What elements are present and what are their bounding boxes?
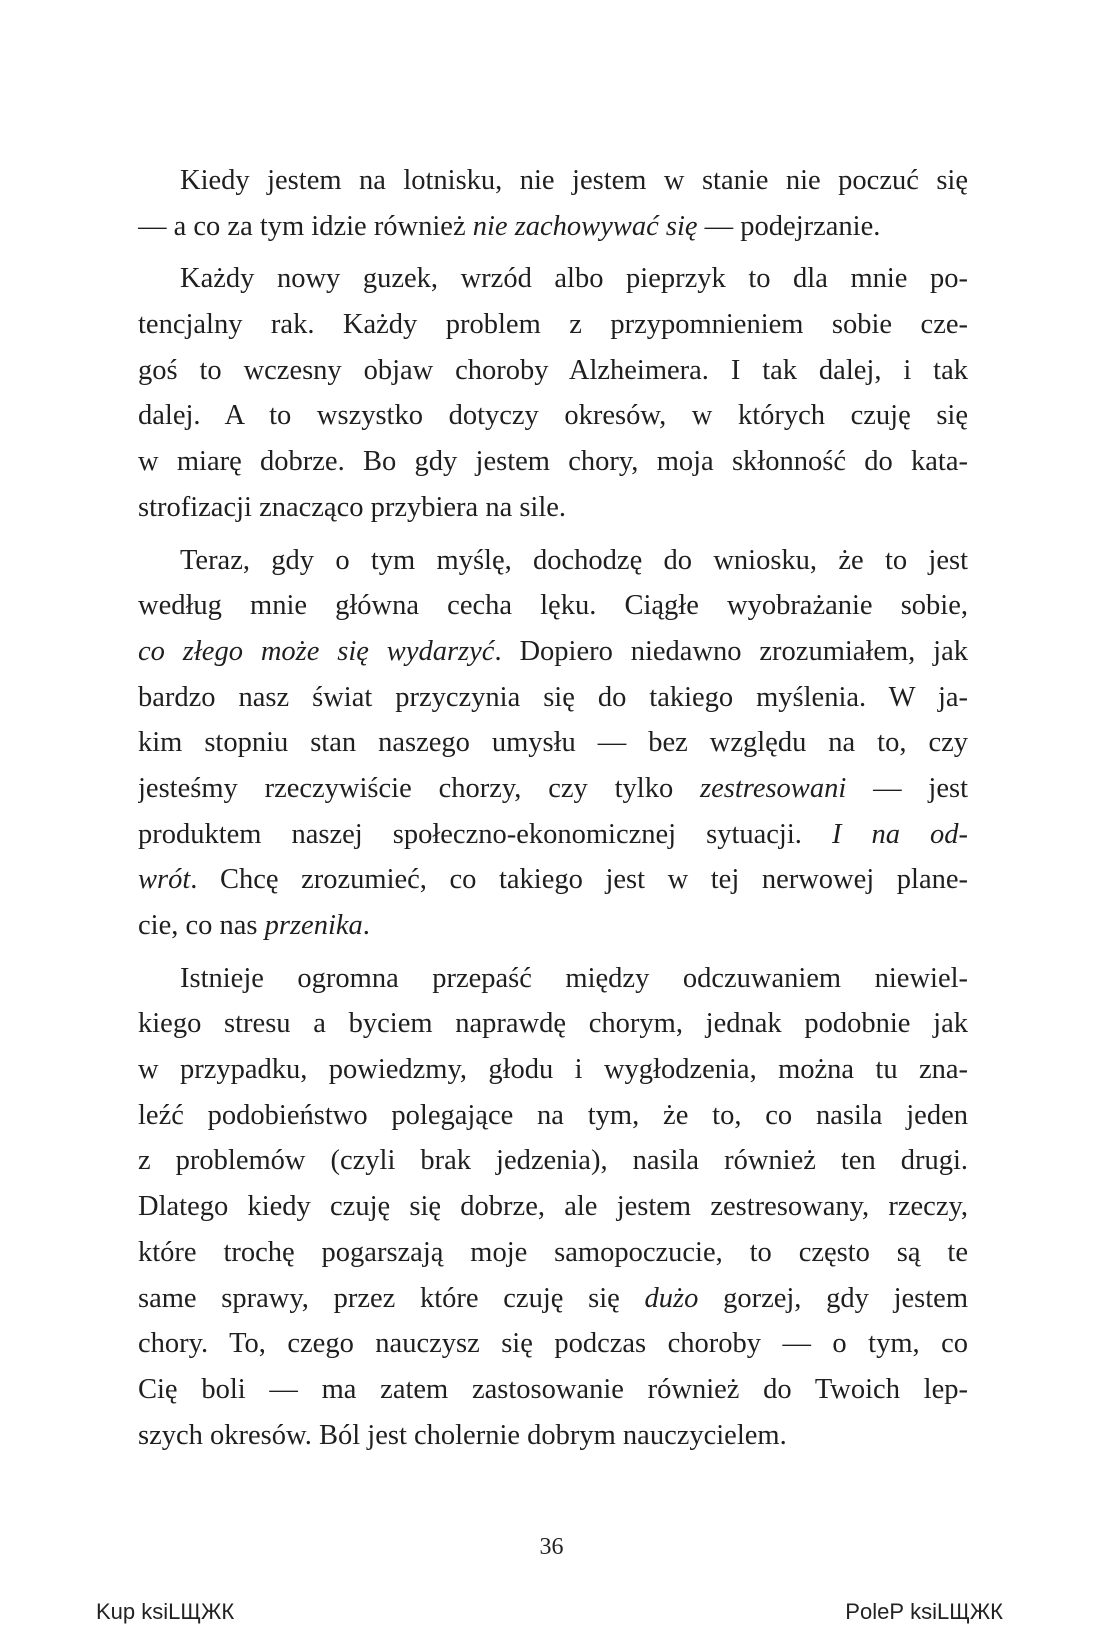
text-line [138,956,968,1002]
text-run: strofizacji znacząco przybiera na sile. [138,491,567,523]
text-run: same sprawy, przez które czuję się [138,1282,645,1314]
italic-phrase: zestresowani [700,772,847,804]
text-run: Każdy nowy guzek, wrzód albo pieprzyk to dla mnie po- [180,263,968,295]
text-run: Istnieje ogromna przepaść między odczuwaniem niewiel- [180,962,968,994]
text-run: Kiedy jestem na lotnisku, nie jestem w stanie nie poczuć się [180,165,968,196]
text-line [138,1367,968,1413]
text-line [138,302,968,348]
text-run: — a co za tym idzie również [138,210,473,242]
text-line [138,857,968,903]
text-run: bardzo nasz świat przyczynia się do takiego myślenia. W ja- [138,681,968,713]
text-run: cie, co nas [138,910,265,941]
text-run: kiego stresu a byciem naprawdę chorym, jednak podobnie jak [138,1008,968,1040]
text-run: leźć podobieństwo polegające na tym, że to, co nasila jeden [138,1099,968,1131]
text-line [138,485,968,531]
text-line [138,1321,968,1367]
recommend-book-link[interactable]: PoleР ksiLЩЖК [845,1599,1003,1624]
text-run: — podejrzanie. [697,210,881,242]
text-run: kim stopniu stan naszego umysłu — bez względu na to, czy [138,727,968,759]
text-line [138,348,968,394]
text-line [138,158,968,204]
text-line [138,204,968,250]
text-line [138,1276,968,1322]
text-line [138,1093,968,1139]
text-run: w miarę dobrze. Bo gdy jestem chory, moja skłonność do kata- [138,446,968,478]
text-run: w przypadku, powiedzmy, głodu i wygłodzenia, można tu zna- [138,1054,968,1086]
paragraph-gap [138,249,968,256]
text-line [138,439,968,485]
text-line [138,812,968,858]
italic-phrase: co złego może się wydarzyć [138,635,495,667]
text-line [138,1001,968,1047]
text-run: goś to wczesny objaw choroby Alzheimera. I tak dalej, i tak [138,354,968,386]
text-run: . [362,910,370,941]
text-run: . Chcę zrozumieć, co takiego jest w tej nerwowej plane- [190,864,968,896]
text-line [138,1230,968,1276]
text-run: chory. To, czego nauczysz się podczas choroby — o tym, co [138,1328,968,1360]
text-line [138,1138,968,1184]
italic-phrase: dużo [644,1282,699,1314]
text-line [138,583,968,629]
italic-phrase: przenika [264,910,363,941]
italic-phrase: nie zachowywać się [472,210,698,242]
text-run: produktem naszej społeczno-ekonomicznej sytuacji. [138,818,832,850]
text-run: — jest [846,772,968,804]
text-run: Teraz, gdy o tym myślę, dochodzę do wniosku, że to jest [180,544,968,576]
paragraph-gap [138,531,968,538]
text-line [138,903,968,949]
page-number: 36 [539,1534,564,1560]
text-line [138,538,968,584]
text-run: według mnie główna cecha lęku. Ciągłe wyobrażanie sobie, [138,590,968,622]
text-run: z problemów (czyli brak jedzenia), nasila również ten drugi. [138,1145,968,1177]
text-run: Dlatego kiedy czuję się dobrze, ale jestem zestresowany, rzeczy, [138,1191,968,1223]
text-run: jesteśmy rzeczywiście chorzy, czy tylko [138,772,701,804]
book-body-text [138,158,968,1458]
text-run: gorzej, gdy jestem [698,1282,968,1314]
italic-phrase: I na od- [831,818,968,850]
text-run: . Dopiero niedawno zrozumiałem, jak [494,635,968,667]
paragraph [138,158,968,249]
text-line [138,720,968,766]
buy-book-link[interactable]: Kup ksiLЩЖК [96,1599,235,1624]
text-run: Cię boli — ma zatem zastosowanie również do Twoich lep- [138,1373,968,1405]
text-line [138,766,968,812]
paragraph [138,538,968,949]
paragraph [138,256,968,530]
paragraph-gap [138,949,968,956]
text-line [138,1413,968,1459]
text-run: które trochę pogarszają moje samopoczucie, to często są te [138,1236,968,1268]
text-run: tencjalny rak. Każdy problem z przypomnieniem sobie cze- [138,309,968,341]
text-line [138,675,968,721]
text-line [138,629,968,675]
text-line [138,1047,968,1093]
paragraph [138,956,968,1459]
text-line [138,256,968,302]
text-run: dalej. A to wszystko dotyczy okresów, w których czuję się [138,400,968,432]
text-line [138,1184,968,1230]
text-run: szych okresów. Ból jest cholernie dobrym nauczycielem. [138,1419,787,1451]
italic-phrase: wrót [138,864,191,896]
text-line [138,393,968,439]
